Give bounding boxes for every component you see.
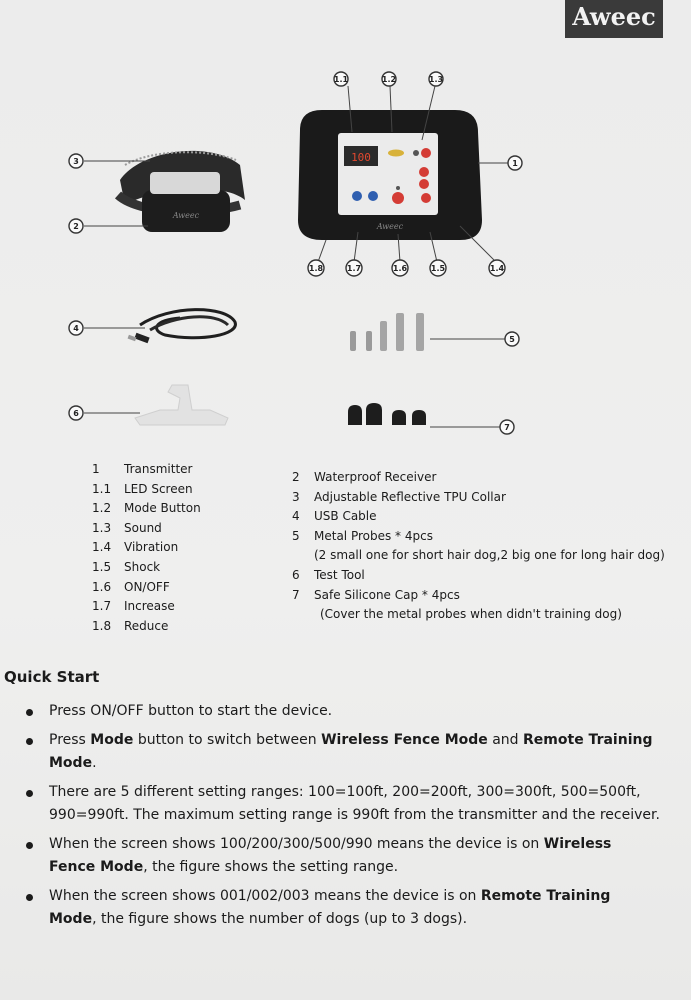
callout-1-7 (346, 260, 362, 276)
bullet-icon (26, 842, 33, 849)
part-number: 4 (292, 509, 300, 524)
part-name: USB Cable (314, 509, 377, 524)
product-diagram (0, 0, 691, 450)
parts-row (292, 507, 672, 527)
parts-row (92, 538, 292, 558)
caps-note: (Cover the metal probes when didn't training dog) (320, 607, 622, 622)
svg-text:4: 4 (73, 324, 79, 333)
transmitter-image (298, 110, 482, 240)
svg-text:1.2: 1.2 (381, 75, 397, 84)
svg-text:3: 3 (73, 157, 79, 166)
parts-row (292, 566, 672, 586)
parts-row (92, 558, 292, 578)
bullet-text: Press ON/OFF button to start the device. (49, 703, 333, 719)
bullet-icon (26, 894, 33, 901)
callout-6 (69, 406, 83, 420)
parts-row (92, 519, 292, 539)
bullet-icon (26, 790, 33, 797)
part-number: 7 (292, 587, 300, 602)
svg-text:7: 7 (504, 423, 510, 432)
part-number: 1.2 (92, 501, 112, 516)
parts-row (92, 617, 292, 637)
brand-logo: Aweec (565, 0, 663, 38)
svg-text:1.8: 1.8 (308, 264, 324, 273)
test-tool-image (135, 385, 228, 425)
bullet-icon (26, 738, 33, 745)
part-name: ON/OFF (124, 579, 170, 594)
probes-note: (2 small one for short hair dog,2 big one for long hair dog) (314, 548, 665, 563)
parts-row (92, 578, 292, 598)
bullet-text: Press Mode button to switch between Wireless Fence Mode and Remote Training Mode. (49, 732, 653, 771)
receiver-collar-image (118, 151, 245, 232)
usb-cable-image (128, 310, 236, 344)
part-number: 1.1 (92, 481, 112, 496)
bullet-icon (26, 709, 33, 716)
list-item (0, 885, 691, 931)
part-number: 1.5 (92, 559, 112, 574)
parts-row (292, 527, 672, 547)
part-name: Safe Silicone Cap * 4pcs (314, 587, 460, 602)
part-number: 1.7 (92, 599, 112, 614)
part-number: 1.4 (92, 540, 112, 555)
parts-row (292, 488, 672, 508)
callout-1 (508, 156, 522, 170)
part-number: 1.3 (92, 520, 112, 535)
part-name: Mode Button (124, 501, 201, 516)
svg-text:1.6: 1.6 (392, 264, 408, 273)
callout-1-8 (308, 260, 324, 276)
svg-text:1.1: 1.1 (333, 75, 349, 84)
parts-row (292, 468, 672, 488)
metal-probes-image (350, 313, 424, 351)
transmitter-logo: Aweec (376, 222, 404, 231)
svg-text:1.3: 1.3 (428, 75, 444, 84)
part-number: 1.8 (92, 618, 112, 633)
svg-text:1: 1 (512, 159, 518, 168)
callout-2 (69, 219, 83, 233)
parts-row (92, 597, 292, 617)
led-display-value: 100 (351, 151, 371, 164)
callout-7 (500, 420, 514, 434)
part-name: Increase (124, 599, 175, 614)
part-number: 2 (292, 470, 300, 484)
callout-1-4 (489, 260, 505, 276)
bullet-text: When the screen shows 001/002/003 means the device is on Remote Training Mode, the figure shows the number of dogs (up to 3 dogs). (49, 888, 611, 927)
svg-text:1.5: 1.5 (430, 264, 446, 273)
part-name: Vibration (124, 540, 179, 555)
part-name: LED Screen (124, 481, 193, 496)
parts-row (92, 480, 292, 500)
part-number: 3 (292, 489, 300, 504)
part-name: Reduce (124, 618, 169, 633)
bullet-text: There are 5 different setting ranges: 100=100ft, 200=200ft, 300=300ft, 500=500ft, 990=990ft. The maximum setting range is 990ft from the transmitter and the receiver. (49, 784, 660, 823)
parts-row (292, 586, 672, 606)
part-name: Shock (124, 559, 161, 574)
svg-text:2: 2 (73, 222, 79, 231)
callout-1-2 (382, 72, 396, 86)
list-item (0, 700, 691, 723)
part-name: Test Tool (314, 567, 365, 582)
part-number: 6 (292, 567, 300, 582)
quick-start-title: Quick Start (4, 668, 100, 686)
callout-3 (69, 154, 83, 168)
part-name: Metal Probes * 4pcs (314, 528, 433, 543)
callout-1-6 (392, 260, 408, 276)
part-number: 1 (92, 462, 100, 476)
callout-1-5 (430, 260, 446, 276)
part-name: Adjustable Reflective TPU Collar (314, 489, 506, 504)
parts-list-right (292, 468, 672, 625)
bullet-text: When the screen shows 100/200/300/500/990 means the device is on Wireless Fence Mode, the figure shows the setting range. (49, 836, 612, 875)
part-number: 5 (292, 528, 300, 543)
list-item (0, 781, 691, 827)
quick-start-list (0, 700, 691, 937)
parts-list-left (92, 460, 292, 636)
callout-4 (69, 321, 83, 335)
svg-text:1.4: 1.4 (489, 264, 505, 273)
callout-1-1 (334, 72, 349, 86)
silicone-caps-image (348, 403, 426, 425)
parts-row (92, 460, 292, 480)
part-number: 1.6 (92, 579, 112, 594)
list-item (0, 729, 691, 775)
svg-text:1.7: 1.7 (346, 264, 362, 273)
parts-row (92, 499, 292, 519)
list-item (0, 833, 691, 879)
receiver-logo: Aweec (172, 211, 200, 220)
callout-1-3 (429, 72, 443, 86)
svg-text:5: 5 (509, 335, 515, 344)
part-name: Waterproof Receiver (314, 470, 437, 484)
svg-text:6: 6 (73, 409, 79, 418)
part-name: Sound (124, 520, 162, 535)
callout-5 (505, 332, 519, 346)
part-name: Transmitter (124, 462, 193, 476)
